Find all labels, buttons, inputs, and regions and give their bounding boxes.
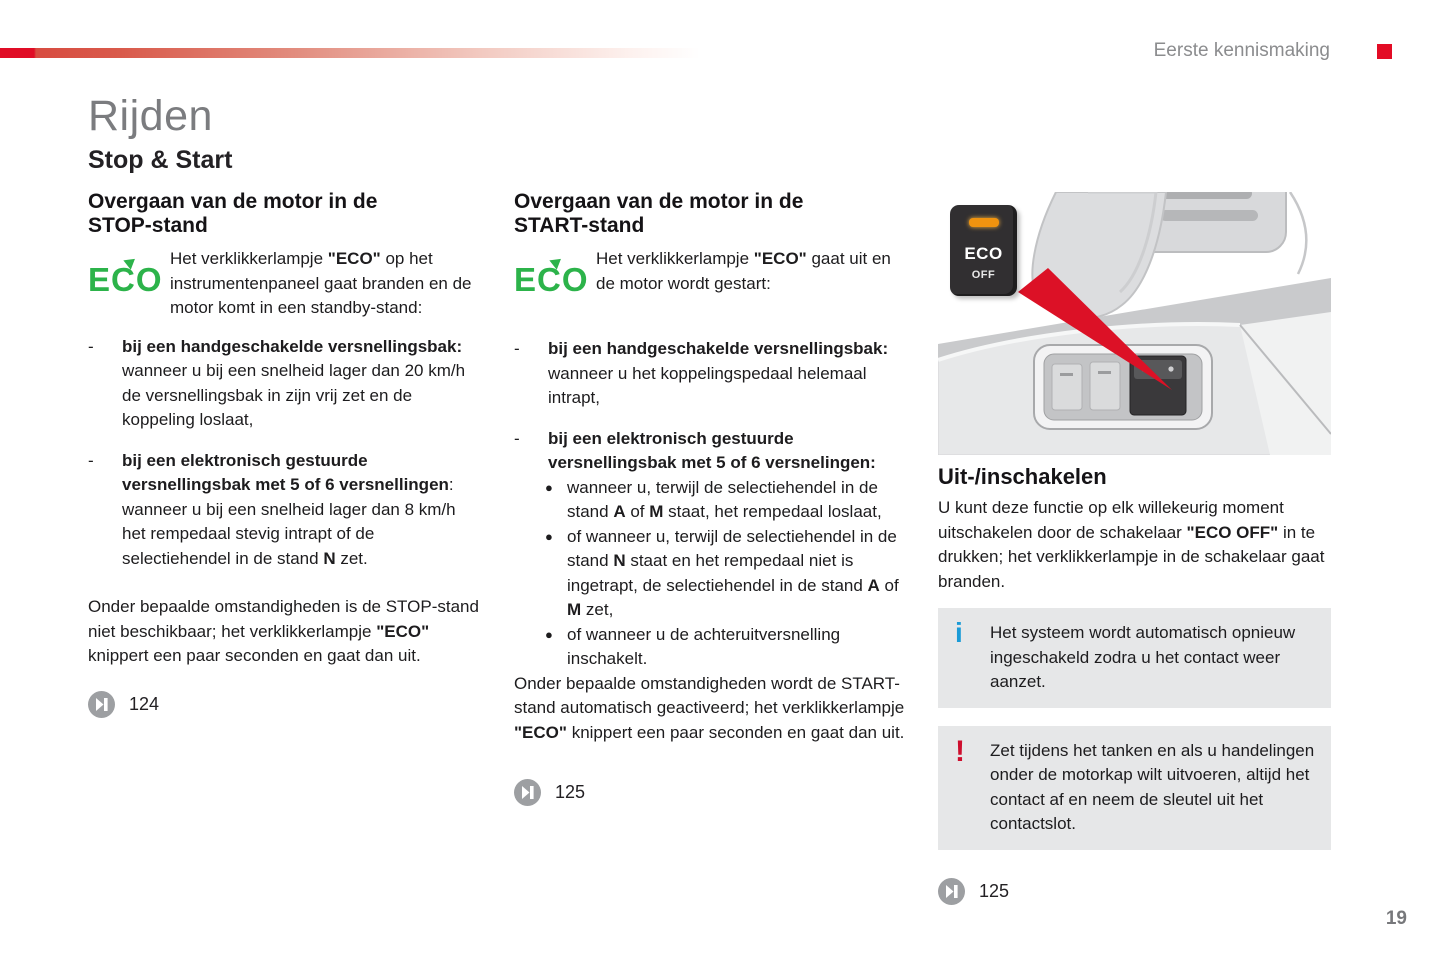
sub-list-item: [545, 623, 908, 672]
intro-text: Het verklikkerlampje "ECO" gaat uit en de motor wordt gestart:: [596, 249, 891, 293]
eco-icon-label: ECO: [514, 261, 589, 298]
info-box: [938, 608, 1331, 708]
column-uit-inschakelen: [938, 192, 1331, 905]
column-heading: Overgaan van de motor in de START-stand: [514, 190, 804, 237]
dashboard-illustration: [938, 192, 1331, 455]
reference-page-number: 125: [979, 880, 1010, 901]
page-reference: [938, 878, 1331, 905]
list-marker: -: [514, 339, 520, 358]
column-start-stand: [514, 190, 908, 806]
closing-paragraph: Onder bepaalde omstandigheden wordt de START-stand automatisch geactiveerd; het verklikkerlampje "ECO" knippert een paar seconden en gaat dan uit.: [514, 673, 905, 742]
sub-list-item-text: of wanneer u de achteruitversnelling inschakelt.: [567, 624, 841, 668]
list-marker: -: [88, 336, 94, 356]
eco-icon-label: ECO: [88, 261, 163, 298]
bullet-dot: ●: [545, 528, 553, 544]
intro-paragraph: [514, 247, 908, 323]
column-heading: Uit-/inschakelen: [938, 464, 1107, 489]
header-gradient-bar: [0, 48, 705, 58]
list-item: [88, 335, 482, 433]
list-item-text: bij een handgeschakelde versnellingsbak: wanneer u bij een snelheid lager dan 20 km/h de versnellingsbak in zijn vrij zet en de koppeling loslaat,: [122, 336, 466, 429]
goto-page-icon: [514, 779, 541, 806]
sub-list-item: [545, 525, 908, 623]
list-item: [88, 449, 482, 572]
section-label: Eerste kennismaking: [1153, 40, 1330, 61]
page-reference: [88, 691, 482, 718]
reference-page-number: 124: [129, 693, 160, 714]
info-box-text: Het systeem wordt automatisch opnieuw ingeschakeld zodra u het contact weer aanzet.: [990, 623, 1296, 691]
section-marker-square: [1377, 44, 1392, 59]
goto-page-icon: [88, 691, 115, 718]
page-number: 19: [1385, 908, 1407, 929]
bullet-dot: ●: [545, 626, 553, 642]
bullet-dot: ●: [545, 479, 553, 495]
intro-text: Het verklikkerlampje "ECO" op het instrumentenpaneel gaat branden en de motor komt in een standby-stand:: [170, 249, 472, 317]
eco-off-button-sublabel: OFF: [971, 269, 996, 281]
column-stop-stand: [88, 190, 482, 718]
list-marker: -: [88, 450, 94, 470]
list-item-text: bij een handgeschakelde versnellingsbak: wanneer u het koppelingspedaal helemaal intrapt,: [548, 339, 889, 407]
list-item-text: [545, 427, 908, 672]
column-heading: Overgaan van de motor in de STOP-stand: [88, 190, 378, 237]
intro-paragraph: [88, 247, 482, 321]
list-marker: -: [514, 428, 520, 448]
goto-page-icon: [938, 878, 965, 905]
eco-indicator-icon: [514, 263, 589, 296]
page-header: [1154, 41, 1392, 61]
sub-list-item-text: of wanneer u, terwijl de selectiehendel in de stand N staat en het rempedaal niet is ingetrapt, de selectiehendel in de stand A of M zet,: [567, 526, 899, 619]
warning-icon: !: [955, 734, 965, 768]
sub-list-item-text: wanneer u, terwijl de selectiehendel in de stand A of M staat, het rempedaal loslaat,: [567, 477, 882, 521]
list-item-lead: bij een elektronisch gestuurde versnellingsbak met 5 of 6 versnelingen:: [548, 428, 876, 472]
page-reference: [514, 779, 908, 806]
sub-list-item: [545, 476, 908, 525]
warning-box: [938, 726, 1331, 850]
page-subtitle: Stop & Start: [88, 146, 233, 174]
reference-page-number: 125: [555, 782, 586, 803]
closing-paragraph: Onder bepaalde omstandigheden is de STOP-stand niet beschikbaar; het verklikkerlampje "ECO" knippert een paar seconden en gaat dan uit.: [88, 597, 479, 665]
eco-indicator-icon: [88, 263, 163, 296]
chapter-title: Rijden: [88, 92, 213, 140]
list-item: [514, 427, 908, 672]
eco-off-button-label: ECO: [964, 244, 1003, 263]
warning-box-text: Zet tijdens het tanken en als u handelingen onder de motorkap wilt uitvoeren, altijd het contact af en neem de sleutel uit het contactslot.: [990, 740, 1315, 833]
eco-off-led-indicator: [969, 218, 999, 227]
body-paragraph: U kunt deze functie op elk willekeurig moment uitschakelen door de schakelaar "ECO OFF" in te drukken; het verklikkerlampje in de schakelaar gaat branden.: [938, 498, 1325, 591]
info-icon: i: [955, 617, 963, 648]
list-item: [514, 337, 908, 411]
eco-off-button: [950, 205, 1017, 296]
list-item-text: bij een elektronisch gestuurde versnellingsbak met 5 of 6 versnellingen: wanneer u bij een snelheid lager dan 8 km/h het rempedaal stevig intrapt of de selectiehendel in de stand N zet.: [122, 450, 456, 568]
